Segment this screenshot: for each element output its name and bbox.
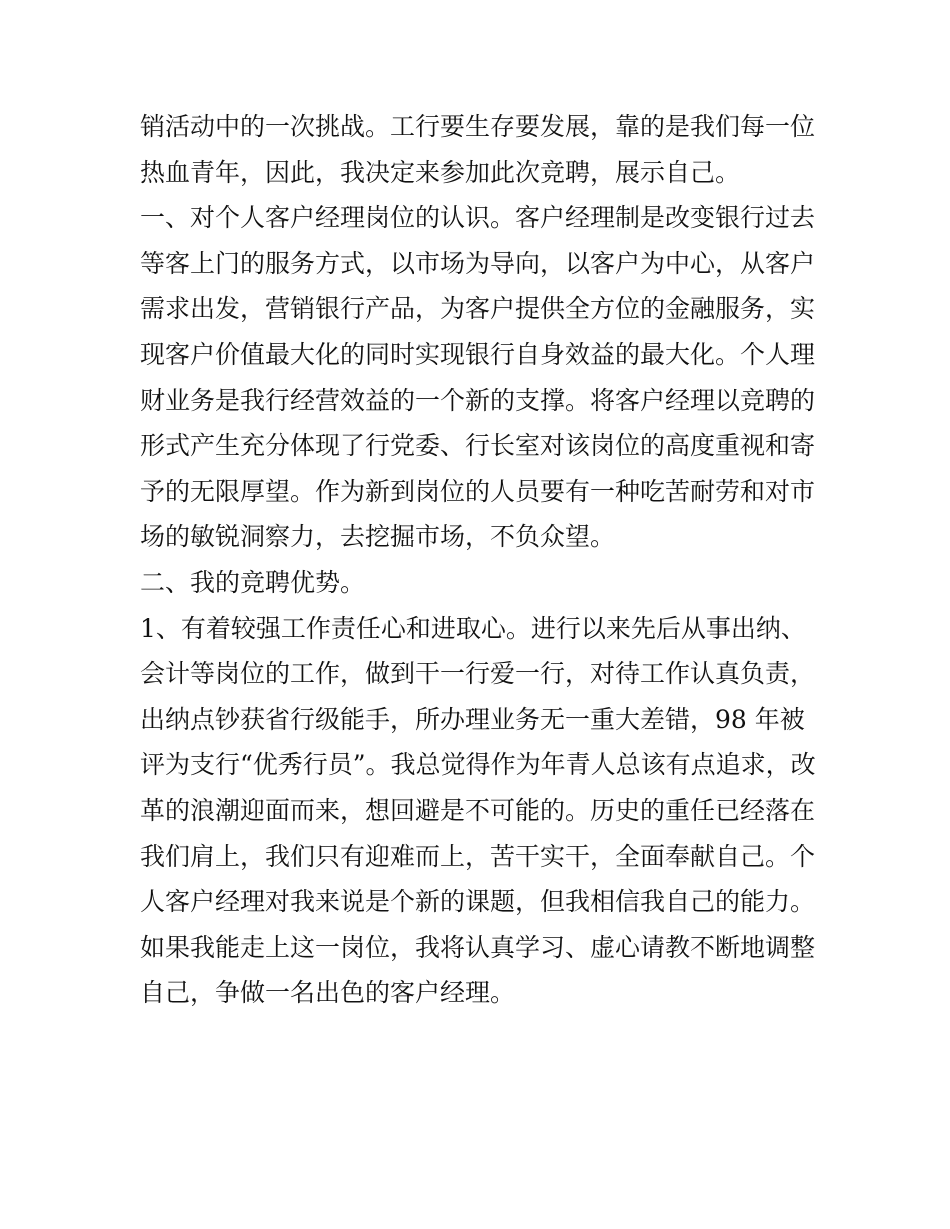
text-line: 我们肩上，我们只有迎难而上，苦干实干，全面奉献自己。个 <box>140 841 816 871</box>
text-line: 财业务是我行经营效益的一个新的支撑。将客户经理以竞聘的 <box>140 385 816 415</box>
text-line: 予的无限厚望。作为新到岗位的人员要有一种吃苦耐劳和对市 <box>140 476 816 506</box>
body-text <box>140 104 820 1016</box>
text-line: 评为支行“优秀行员”。我总觉得作为年青人总该有点追求，改 <box>140 750 816 780</box>
text-line: 会计等岗位的工作，做到干一行爱一行，对待工作认真负责， <box>140 659 816 689</box>
text-line: 等客上门的服务方式，以市场为导向，以客户为中心，从客户 <box>140 248 816 278</box>
text-line: 革的浪潮迎面而来，想回避是不可能的。历史的重任已经落在 <box>140 795 816 825</box>
text-line: 一、对个人客户经理岗位的认识。客户经理制是改变银行过去 <box>140 203 816 233</box>
text-line: 自己，争做一名出色的客户经理。 <box>140 978 516 1008</box>
text-line: 场的敏锐洞察力，去挖掘市场，不负众望。 <box>140 522 616 552</box>
text-line: 出纳点钞获省行级能手，所办理业务无一重大差错，98 年被 <box>140 704 805 734</box>
text-line: 如果我能走上这一岗位，我将认真学习、虚心请教不断地调整 <box>140 932 816 962</box>
text-line: 人客户经理对我来说是个新的课题，但我相信我自己的能力。 <box>140 887 816 917</box>
text-line: 1、有着较强工作责任心和进取心。进行以来先后从事出纳、 <box>140 613 806 643</box>
text-line: 销活动中的一次挑战。工行要生存要发展，靠的是我们每一位 <box>140 112 816 141</box>
text-line: 热血青年，因此，我决定来参加此次竞聘，展示自己。 <box>140 157 741 187</box>
section-heading: 二、我的竞聘优势。 <box>140 567 366 597</box>
text-line: 需求出发，营销银行产品，为客户提供全方位的金融服务，实 <box>140 294 816 324</box>
text-line: 现客户价值最大化的同时实现银行自身效益的最大化。个人理 <box>140 339 816 369</box>
text-line: 形式产生充分体现了行党委、行长室对该岗位的高度重视和寄 <box>140 431 816 461</box>
